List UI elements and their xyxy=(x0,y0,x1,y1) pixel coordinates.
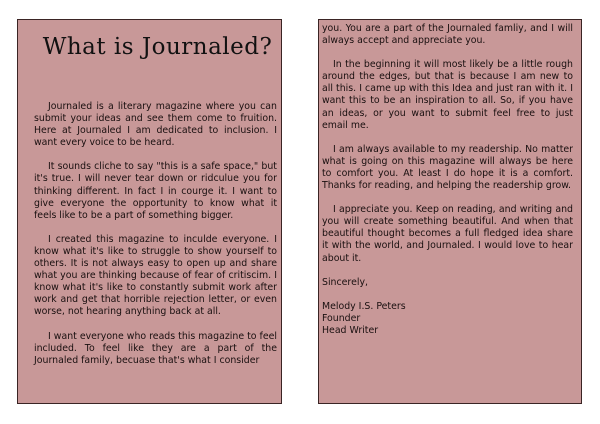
right-page xyxy=(318,19,582,404)
paragraph-family: I want everyone who reads this magazine to feel included. To feel like they are a part of the Journaled family, becuase that's what I consider xyxy=(34,330,277,366)
author-name: Melody I.S. Peters xyxy=(322,300,406,312)
paragraph-safe-space: It sounds cliche to say "this is a safe space," but it's true. I will never tear down or ridculue you for thinking different. In fact I in courge it. I want to give everyone the opportunity to know what it feels like to be a part of something bigger. xyxy=(34,161,277,221)
paragraph-appreciation: I appreciate you. Keep on reading, and writing and you will create something beautiful. And when that beautiful thought becomes a full fledged idea share it with the world, and Journaled. I would love to hear about it. xyxy=(322,204,573,264)
paragraph-beginning: In the beginning it will most likely be a little rough around the edges, but that is because I am new to all this. I came up with this Idea and just ran with it. I want this to be an inspiration to all. So, if you have an ideas, or you want to submit feel free to just email me. xyxy=(322,59,573,131)
paragraph-intro: Journaled is a literary magazine where you can submit your ideas and see them come to fruition. Here at Journaled I am dedicated to inclusion. I want every voice to be heard. xyxy=(34,101,277,149)
closing-text: Sincerely, xyxy=(322,276,368,288)
paragraph-continuation: you. You are a part of the Journaled famliy, and I will always accept and appreciate you. xyxy=(322,23,573,47)
author-role-founder: Founder xyxy=(322,312,361,324)
left-page xyxy=(17,19,282,404)
page-title: What is Journaled? xyxy=(42,34,273,60)
paragraph-inclusion: I created this magazine to inculde everyone. I know what it's like to struggle to show yourself to others. It is not always easy to open up and share what you are thinking because of fear of critiscim. I know what it's like to constantly submit work after work and get that horrible rejection letter, or even worse, not hearing anything back at all. xyxy=(34,233,277,318)
signature-block xyxy=(322,277,573,337)
paragraph-availability: I am always available to my readership. No matter what is going on this magazine will always be here to comfort you. At least I do hope it is a comfort. Thanks for reading, and helping the readership grow. xyxy=(322,143,573,192)
author-role-head-writer: Head Writer xyxy=(322,324,379,336)
